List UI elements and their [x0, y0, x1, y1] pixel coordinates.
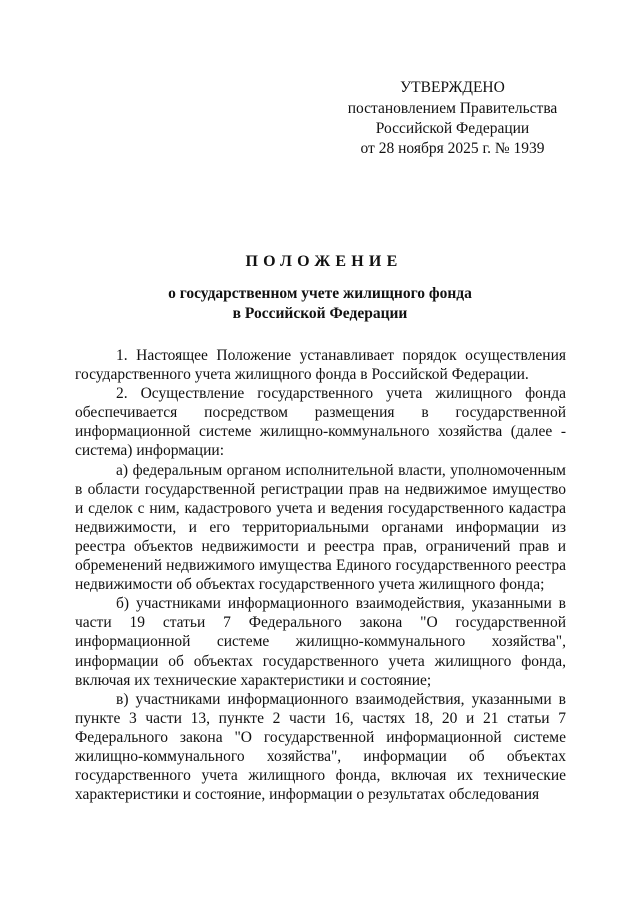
approval-stamp: УТВЕРЖДЕНО: [400, 79, 505, 96]
document-subtitle-line-2: в Российской Федерации: [232, 305, 408, 322]
approval-date-line: от 28 ноября 2025 г. № 1939: [360, 140, 545, 157]
paragraph-1: 1. Настоящее Положение устанавливает порядок осуществления государственного учета жилищного фонда в Российской Федерации.: [75, 347, 566, 384]
document-body: [75, 346, 566, 804]
approval-block: [320, 78, 585, 159]
document-subtitle-line-1: о государственном учете жилищного фонда: [168, 285, 472, 302]
paragraph-2b: б) участниками информационного взаимодействия, указанными в части 19 статьи 7 Федерального закона "О государственной информационной системе жилищно-коммунального хозяйства", информации об объектах государственного учета жилищного фонда, включая их технические характеристики и состояние;: [75, 595, 566, 689]
paragraph-2: 2. Осуществление государственного учета жилищного фонда обеспечивается посредством размещения в государственной информационной системе жилищно-коммунального хозяйства (далее - система) информации:: [75, 385, 566, 460]
paragraph-2a: а) федеральным органом исполнительной власти, уполномоченным в области государственной регистрации прав на недвижимое имущество и сделок с ним, кадастрового учета и ведения государственного кадастра недвижимости, и его территориальными органами информации из реестра объектов недвижимости и реестра прав, ограничений прав и обременений недвижимого имущества Единого государственного реестра недвижимости об объектах государственного учета жилищного фонда;: [75, 461, 566, 594]
approval-line-2: Российской Федерации: [375, 120, 530, 137]
document-title: ПОЛОЖЕНИЕ: [245, 253, 403, 270]
paragraph-2v: в) участниками информационного взаимодействия, указанными в пункте 3 части 13, пункте 2 части 16, частях 18, 20 и 21 статьи 7 Федерального закона "О государственной информационной системе жилищно-коммунального хозяйства", информации об объектах государственного учета жилищного фонда, включая их технические характеристики и состояние, информации о результатах обследования: [75, 690, 566, 804]
document-title-block: [0, 252, 640, 324]
approval-line-1: постановлением Правительства: [347, 100, 558, 117]
